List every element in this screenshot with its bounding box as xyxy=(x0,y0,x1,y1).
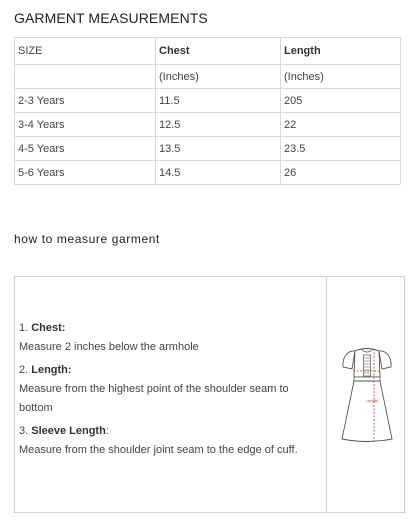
header-chest: Chest xyxy=(156,38,281,65)
instruction-text: Measure 2 inches below the armhole xyxy=(19,341,199,353)
cell-length: 205 xyxy=(281,89,401,113)
instruction-number: 2. xyxy=(19,364,32,376)
measurement-guide-box xyxy=(14,276,405,513)
instruction-length xyxy=(19,361,319,418)
cell-size: 4-5 Years xyxy=(15,137,156,161)
instruction-sleeve-length xyxy=(19,422,319,460)
table-row xyxy=(15,137,401,161)
units-row xyxy=(15,65,401,89)
header-length: Length xyxy=(281,38,401,65)
instruction-text: Measure from the shoulder joint seam to the edge of cuff. xyxy=(19,444,298,456)
table-row xyxy=(15,89,401,113)
instruction-label: Chest: xyxy=(31,322,66,334)
dress-measurement-illustration xyxy=(336,345,398,447)
instruction-text: Measure from the highest point of the shoulder seam to bottom xyxy=(19,383,289,414)
how-to-measure-heading: how to measure garment xyxy=(14,232,160,246)
cell-size: 2-3 Years xyxy=(15,89,156,113)
instruction-label: Length: xyxy=(31,364,72,376)
table-header-row xyxy=(15,38,401,65)
header-size: SIZE xyxy=(15,38,156,65)
instruction-number: 3. xyxy=(19,425,32,437)
instruction-number: 1. xyxy=(19,322,32,334)
unit-chest: (Inches) xyxy=(156,65,281,89)
cell-chest: 11.5 xyxy=(156,89,281,113)
cell-length: 26 xyxy=(281,161,401,185)
unit-length: (Inches) xyxy=(281,65,401,89)
table-row xyxy=(15,113,401,137)
instruction-label: Sleeve Length xyxy=(31,425,106,437)
instruction-suffix: : xyxy=(105,425,109,437)
column-divider xyxy=(326,277,327,512)
cell-size: 5-6 Years xyxy=(15,161,156,185)
cell-chest: 13.5 xyxy=(156,137,281,161)
table-row xyxy=(15,161,401,185)
cell-chest: 12.5 xyxy=(156,113,281,137)
size-chart-table xyxy=(14,37,401,185)
cell-chest: 14.5 xyxy=(156,161,281,185)
cell-length: 22 xyxy=(281,113,401,137)
length-label: Length xyxy=(366,398,379,403)
unit-size xyxy=(15,65,156,89)
cell-size: 3-4 Years xyxy=(15,113,156,137)
instruction-chest xyxy=(19,319,319,357)
instructions-list xyxy=(19,319,319,464)
cell-length: 23.5 xyxy=(281,137,401,161)
page-title: GARMENT MEASUREMENTS xyxy=(14,10,208,26)
